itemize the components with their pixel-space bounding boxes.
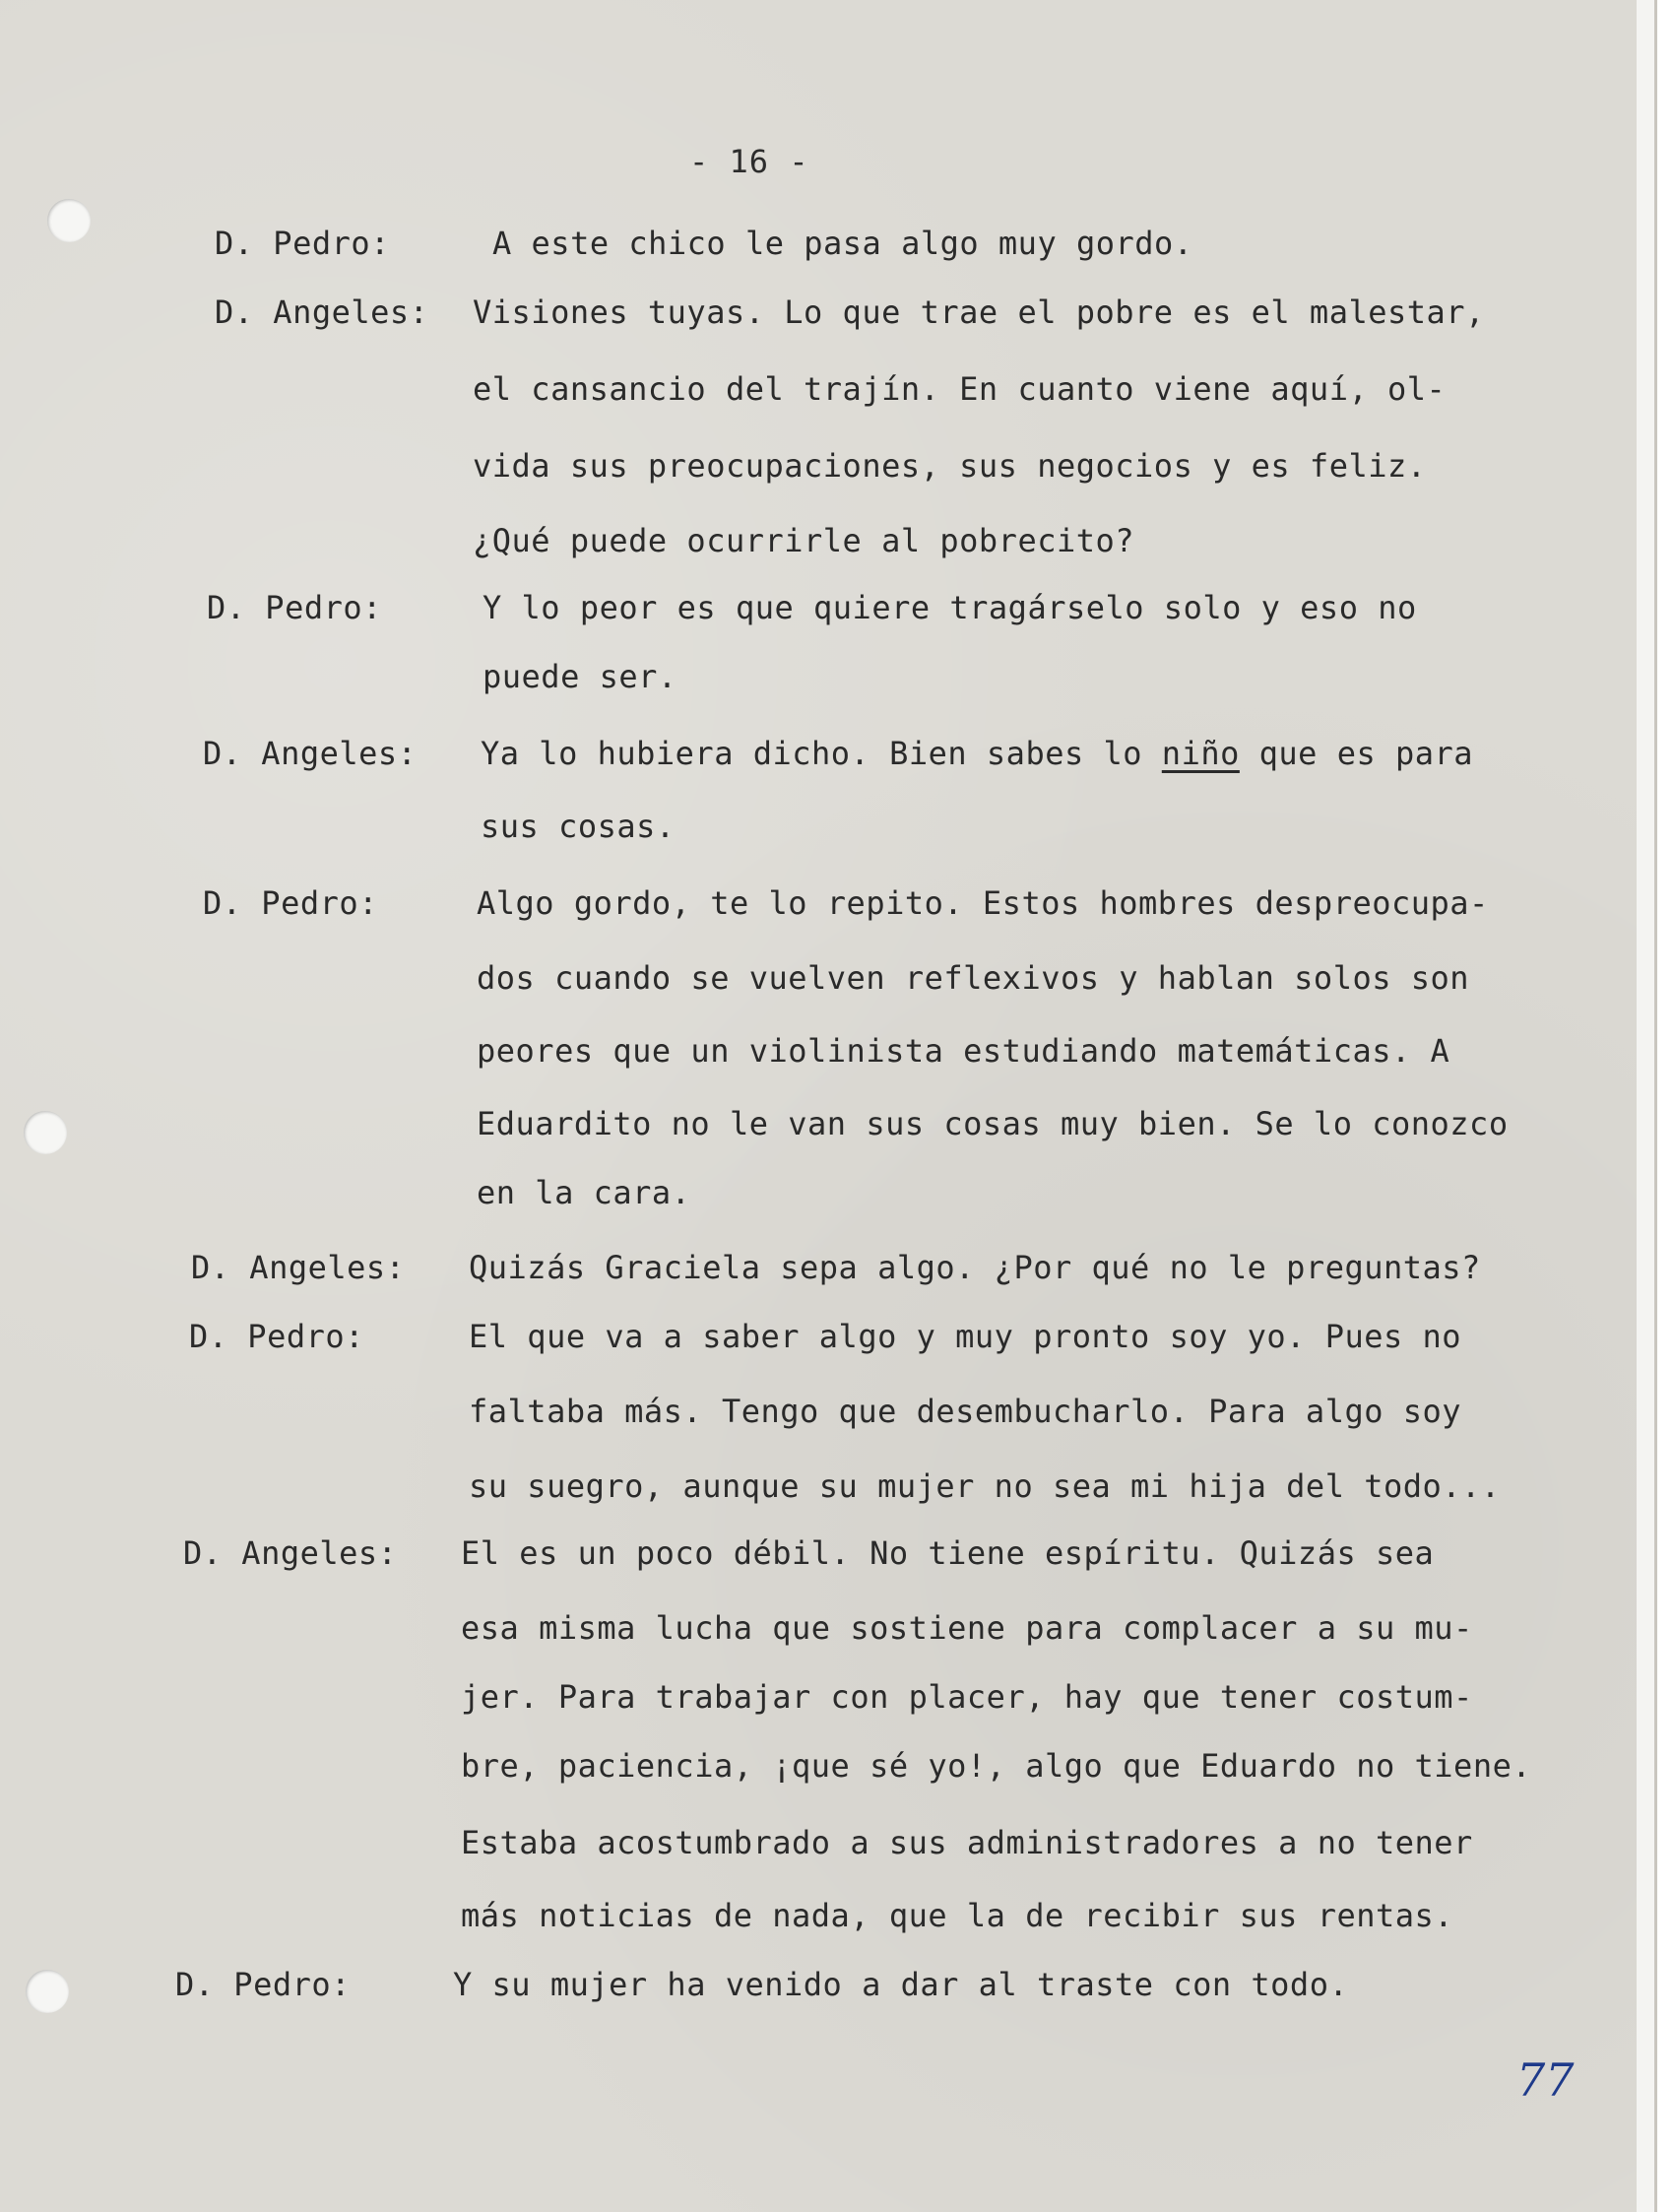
dialogue-line: El que va a saber algo y muy pronto soy yo. Pues no: [469, 1318, 1462, 1355]
dialogue-line: en la cara.: [477, 1174, 691, 1211]
binder-hole-middle: [24, 1111, 67, 1154]
dialogue-line: Visiones tuyas. Lo que trae el pobre es el malestar,: [473, 293, 1485, 331]
dialogue-line: sus cosas.: [481, 808, 676, 845]
dialogue-line: bre, paciencia, ¡que sé yo!, algo que Eduardo no tiene.: [461, 1747, 1532, 1785]
dialogue-line: su suegro, aunque su mujer no sea mi hija del todo...: [469, 1467, 1501, 1505]
dialogue-line: Y su mujer ha venido a dar al traste con todo.: [453, 1966, 1349, 2003]
underlined-word: niño: [1161, 735, 1240, 772]
dialogue-line: peores que un violinista estudiando matemáticas. A: [477, 1032, 1450, 1070]
dialogue-line: vida sus preocupaciones, sus negocios y es feliz.: [473, 447, 1427, 485]
speaker-label: D. Pedro:: [203, 884, 378, 922]
dialogue-line: El es un poco débil. No tiene espíritu. Quizás sea: [461, 1534, 1435, 1572]
speaker-label: D. Pedro:: [189, 1318, 364, 1355]
speaker-label: D. Angeles:: [183, 1534, 398, 1572]
dialogue-line: más noticias de nada, que la de recibir sus rentas.: [461, 1897, 1454, 1934]
speaker-label: D. Pedro:: [215, 225, 390, 262]
speaker-label: D. Angeles:: [203, 735, 418, 772]
dialogue-line: el cansancio del trajín. En cuanto viene aquí, ol-: [473, 370, 1447, 408]
dialogue-line: ¿Qué puede ocurrirle al pobrecito?: [473, 522, 1135, 559]
dialogue-line: A este chico le pasa algo muy gordo.: [492, 225, 1193, 262]
dialogue-line: Y lo peor es que quiere tragárselo solo y eso no: [483, 589, 1417, 626]
dialogue-line: jer. Para trabajar con placer, hay que tener costum-: [461, 1678, 1473, 1716]
dialogue-text: que es para: [1239, 735, 1474, 772]
dialogue-line: puede ser.: [483, 658, 677, 695]
dialogue-line: Eduardito no le van sus cosas muy bien. Se lo conozco: [477, 1105, 1509, 1142]
page-number: - 16 -: [689, 143, 809, 180]
dialogue-text: Ya lo hubiera dicho. Bien sabes lo: [481, 735, 1162, 772]
dialogue-line: Quizás Graciela sepa algo. ¿Por qué no le preguntas?: [469, 1249, 1481, 1286]
dialogue-line: dos cuando se vuelven reflexivos y hablan solos son: [477, 959, 1470, 997]
dialogue-line: esa misma lucha que sostiene para complacer a su mu-: [461, 1609, 1473, 1647]
speaker-label: D. Angeles:: [215, 293, 429, 331]
handwritten-folio-number: 77: [1516, 2053, 1575, 2107]
speaker-label: D. Pedro:: [207, 589, 382, 626]
dialogue-line: Estaba acostumbrado a sus administradores a no tener: [461, 1824, 1473, 1861]
dialogue-line: [481, 735, 1473, 772]
speaker-label: D. Pedro:: [175, 1966, 351, 2003]
page-edge: [1637, 0, 1654, 2212]
binder-hole-bottom: [26, 1970, 69, 2013]
speaker-label: D. Angeles:: [191, 1249, 406, 1286]
dialogue-line: Algo gordo, te lo repito. Estos hombres despreocupa-: [477, 884, 1489, 922]
binder-hole-top: [47, 199, 91, 242]
dialogue-line: faltaba más. Tengo que desembucharlo. Para algo soy: [469, 1393, 1462, 1430]
